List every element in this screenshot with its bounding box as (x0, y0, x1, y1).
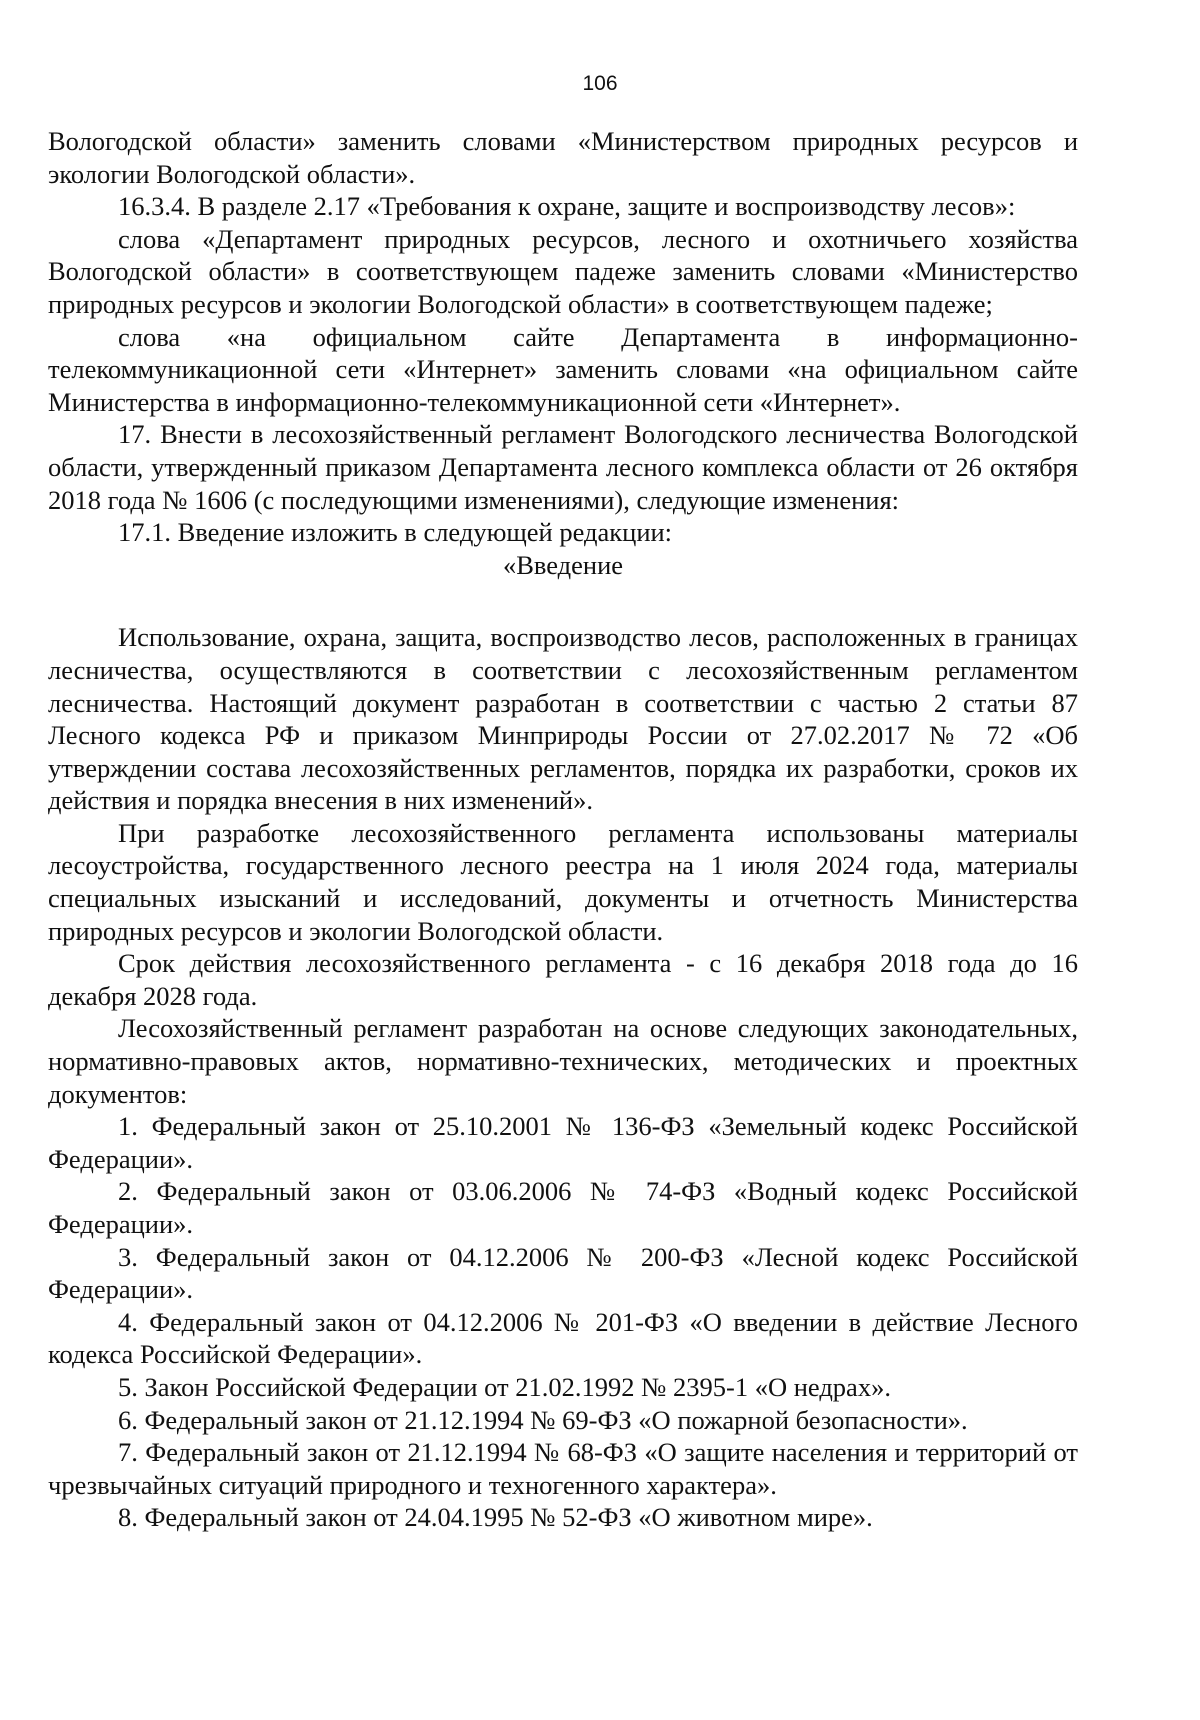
intro-paragraph-usage: Использование, охрана, защита, воспроизводство лесов, расположенных в границах лесничества, осуществляются в соответствии с лесохозяйственным регламентом лесничества. Настоящий документ разработан в соответствии с частью 2 статьи 87 Лесного кодекса РФ и приказом Минприроды России от 27.02.2017 № 72 «Об утверждении состава лесохозяйственных регламентов, порядка их разработки, сроков их действия и порядка внесения в них изменений». (48, 622, 1078, 816)
intro-paragraph-basis: Лесохозяйственный регламент разработан на основе следующих законодательных, нормативно-правовых актов, нормативно-технических, методических и проектных документов: (48, 1013, 1078, 1109)
list-item: 8. Федеральный закон от 24.04.1995 № 52-ФЗ «О животном мире». (118, 1502, 873, 1533)
document-body (48, 125, 1078, 1534)
section-heading: «Введение (502, 549, 624, 580)
intro-paragraph-term: Срок действия лесохозяйственного регламента - с 16 декабря 2018 года до 16 декабря 2028 года. (48, 948, 1078, 1011)
paragraph-continuation: Вологодской области» заменить словами «Министерством природных ресурсов и экологии Вологодской области». (48, 126, 1078, 189)
paragraph-17: 17. Внести в лесохозяйственный регламент Вологодского лесничества Вологодской области, утвержденный приказом Департамента лесного комплекса области от 26 октября 2018 года № 1606 (с последующими изменениями), следующие изменения: (48, 419, 1078, 515)
intro-paragraph-materials: При разработке лесохозяйственного регламента использованы материалы лесоустройства, государственного лесного реестра на 1 июля 2024 года, материалы специальных изысканий и исследований, документы и отчетность Министерства природных ресурсов и экологии Вологодской области. (48, 817, 1078, 946)
paragraph-replace-website: слова «на официальном сайте Департамента в информационно-телекоммуникационной сети «Интернет» заменить словами «на официальном сайте Министерства в информационно-телекоммуникационной сети «Интернет». (48, 321, 1078, 417)
page-number: 106 (582, 72, 618, 95)
list-item: 3. Федеральный закон от 04.12.2006 № 200-ФЗ «Лесной кодекс Российской Федерации». (48, 1241, 1078, 1305)
list-item: 1. Федеральный закон от 25.10.2001 № 136-ФЗ «Земельный кодекс Российской Федерации». (48, 1111, 1078, 1174)
list-item: 2. Федеральный закон от 03.06.2006 № 74-ФЗ «Водный кодекс Российской Федерации». (48, 1176, 1078, 1239)
list-item: 4. Федеральный закон от 04.12.2006 № 201-ФЗ «О введении в действие Лесного кодекса Российской Федерации». (48, 1306, 1078, 1370)
paragraph-17-1: 17.1. Введение изложить в следующей редакции: (118, 517, 673, 548)
list-item: 6. Федеральный закон от 21.12.1994 № 69-ФЗ «О пожарной безопасности». (118, 1404, 968, 1435)
paragraph-16-3-4: 16.3.4. В разделе 2.17 «Требования к охране, защите и воспроизводству лесов»: (118, 191, 1016, 222)
list-item: 5. Закон Российской Федерации от 21.02.1992 № 2395-1 «О недрах». (118, 1371, 891, 1402)
list-item: 7. Федеральный закон от 21.12.1994 № 68-ФЗ «О защите населения и территорий от чрезвычайных ситуаций природного и техногенного характера». (48, 1437, 1078, 1500)
paragraph-replace-department: слова «Департамент природных ресурсов, лесного и охотничьего хозяйства Вологодской области» в соответствующем падеже заменить словами «Министерство природных ресурсов и экологии Вологодской области» в соответствующем падеже; (48, 223, 1078, 319)
section-gap (48, 581, 1078, 621)
